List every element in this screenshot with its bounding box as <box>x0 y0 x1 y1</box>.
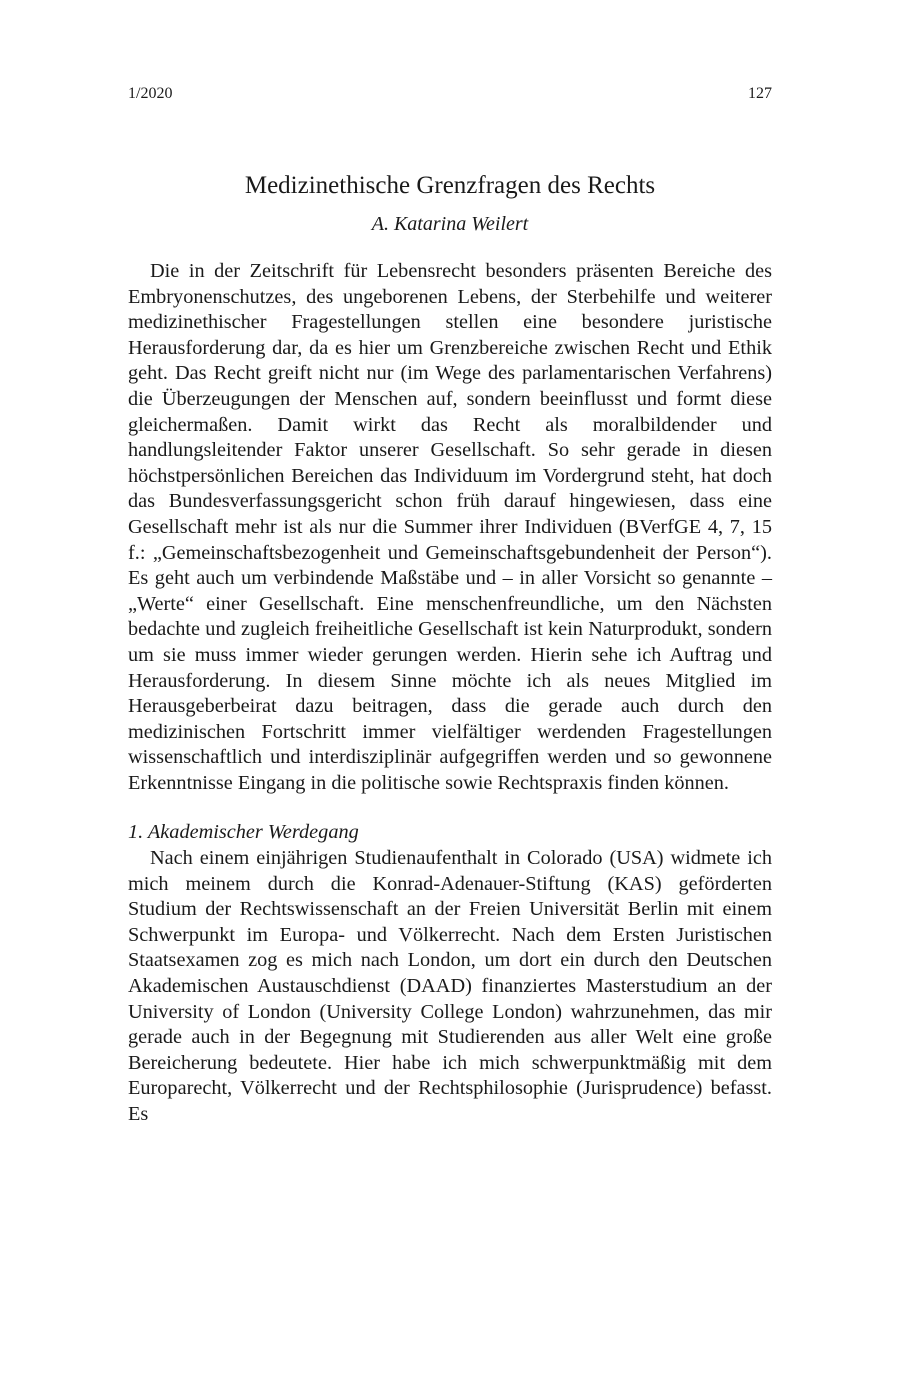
intro-paragraph: Die in der Zeitschrift für Lebensrecht besonders präsenten Bereiche des Embryonenschutzes, des ungeborenen Lebens, der Sterbehilfe und weiterer medizinethischer Fragestellungen stellen eine besondere juristische Herausforderung dar, da es hier um Grenzbereiche zwischen Recht und Ethik geht. Das Recht greift nicht nur (im Wege des parlamentarischen Verfahrens) die Überzeugungen der Menschen auf, sondern beeinflusst und formt diese gleichermaßen. Damit wirkt das Recht als moralbildender und handlungsleitender Faktor unserer Gesellschaft. So sehr gerade in diesen höchstpersönlichen Bereichen das Individuum im Vordergrund steht, hat doch das Bundesverfassungsgericht schon früh darauf hingewiesen, dass eine Gesellschaft mehr ist als nur die Summer ihrer Individuen (BVerfGE 4, 7, 15 f.: „Gemeinschaftsbezogenheit und Gemeinschaftsgebundenheit der Person“). Es geht auch um verbindende Maßstäbe und – in aller Vorsicht so genannte – „Werte“ einer Gesellschaft. Eine menschenfreundliche, um den Nächsten bedachte und zugleich freiheitliche Gesellschaft ist kein Naturprodukt, sondern um sie muss immer wieder gerungen werden. Hierin sehe ich Auftrag und Herausforderung. In diesem Sinne möchte ich als neues Mitglied im Herausgeberbeirat dazu beitragen, dass die gerade auch durch den medizinischen Fortschritt immer vielfältiger werdenden Fragestellungen wissenschaftlich und interdisziplinär aufgegriffen werden und so gewonnene Erkenntnisse Eingang in die politische sowie Rechtspraxis finden können. <box>128 260 772 794</box>
article-body <box>128 259 772 1128</box>
section-paragraph: Nach einem einjährigen Studienaufenthalt in Colorado (USA) widmete ich mich meinem durch die Konrad-Adenauer-Stiftung (KAS) geförderten Studium der Rechtswissenschaft an der Freien Universität Berlin mit einem Schwerpunkt im Europa- und Völkerrecht. Nach dem Ersten Juristischen Staatsexamen zog es mich nach London, um dort ein durch den Deutschen Akademischen Austauschdienst (DAAD) finanziertes Masterstudium an der University of London (University College London) wahrzunehmen, das mir gerade auch in der Begegnung mit Studierenden aus aller Welt eine große Bereicherung bedeutete. Hier habe ich mich schwerpunktmäßig mit dem Europarecht, Völkerrecht und der Rechtsphilosophie (Jurisprudence) befasst. Es <box>128 847 772 1125</box>
section-heading: 1. Akademischer Werdegang <box>128 821 359 844</box>
article-title: Medizinethische Grenzfragen des Rechts <box>244 172 656 199</box>
article-author: A. Katarina Weilert <box>371 213 529 235</box>
page-number: 127 <box>748 85 772 102</box>
running-header <box>128 84 772 104</box>
issue-number: 1/2020 <box>128 85 173 102</box>
